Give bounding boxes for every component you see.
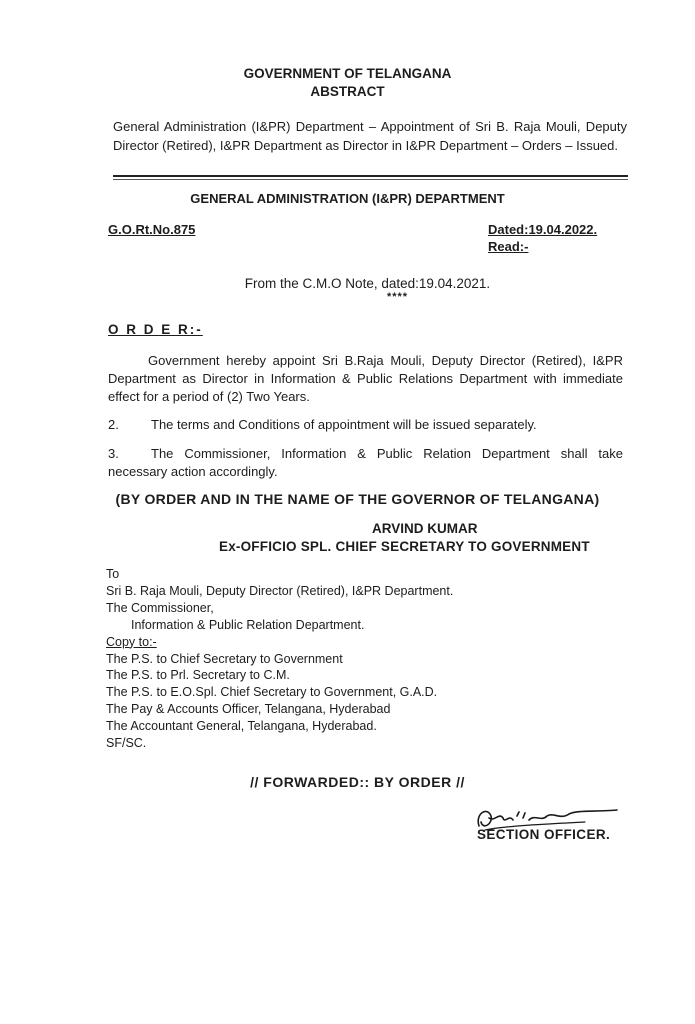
reference-line: From the C.M.O Note, dated:19.04.2021. [244, 276, 491, 291]
copy-line: The Pay & Accounts Officer, Telangana, Hyderabad [106, 702, 391, 717]
government-title: GOVERNMENT OF TELANGANA [243, 66, 452, 81]
copy-line: The P.S. to E.O.Spl. Chief Secretary to Government, G.A.D. [106, 685, 438, 700]
subject-text: General Administration (I&PR) Department – Appointment of Sri B. Raja Mouli, Deputy Director (Retired), I&PR Department as Director in I&PR Department – Orders – Issued. [113, 119, 627, 153]
copy-line: The Accountant General, Telangana, Hyderabad. [106, 719, 377, 734]
copy-line: SF/SC. [106, 736, 147, 751]
read-label: Read:- [488, 239, 529, 254]
paragraph-3-block [108, 445, 623, 481]
order-heading: O R D E R:- [108, 322, 203, 337]
paragraph-1: Government hereby appoint Sri B.Raja Mouli, Deputy Director (Retired), I&PR Department as Director in Information & Public Relations Department with immediate effect for a period of (2) Two Years. [108, 353, 623, 404]
addressee-line: The Commissioner, [106, 600, 214, 615]
abstract-title: ABSTRACT [310, 84, 385, 99]
paragraph-3-number: 3. [108, 446, 119, 461]
copy-to-label: Copy to:- [106, 634, 157, 649]
section-officer: SECTION OFFICER. [477, 827, 611, 842]
paragraph-3: The Commissioner, Information & Public Relation Department shall take necessary action accordingly. [108, 446, 623, 479]
divider-line-thin [113, 179, 628, 180]
signatory-designation: Ex-OFFICIO SPL. CHIEF SECRETARY TO GOVERNMENT [219, 539, 590, 554]
dated-label: Dated:19.04.2022. [488, 222, 598, 237]
address-block [106, 566, 453, 752]
paragraph-2: The terms and Conditions of appointment will be issued separately. [151, 417, 537, 432]
go-number: G.O.Rt.No.875 [108, 222, 196, 237]
forwarded-line: // FORWARDED:: BY ORDER // [250, 774, 465, 790]
copy-line: The P.S. to Prl. Secretary to C.M. [106, 668, 290, 683]
governor-line: (BY ORDER AND IN THE NAME OF THE GOVERNOR OF TELANGANA) [115, 491, 600, 507]
addressee-line: Information & Public Relation Department. [131, 617, 365, 632]
divider-line [113, 175, 628, 177]
copy-line: The P.S. to Chief Secretary to Government [106, 651, 343, 666]
department-heading: GENERAL ADMINISTRATION (I&PR) DEPARTMENT [190, 191, 505, 206]
addressee-line: Sri B. Raja Mouli, Deputy Director (Retired), I&PR Department. [106, 583, 454, 598]
signatory-name: ARVIND KUMAR [372, 521, 478, 536]
stars-separator: **** [386, 291, 409, 303]
paragraph-2-number: 2. [108, 417, 119, 432]
to-label: To [106, 567, 120, 581]
